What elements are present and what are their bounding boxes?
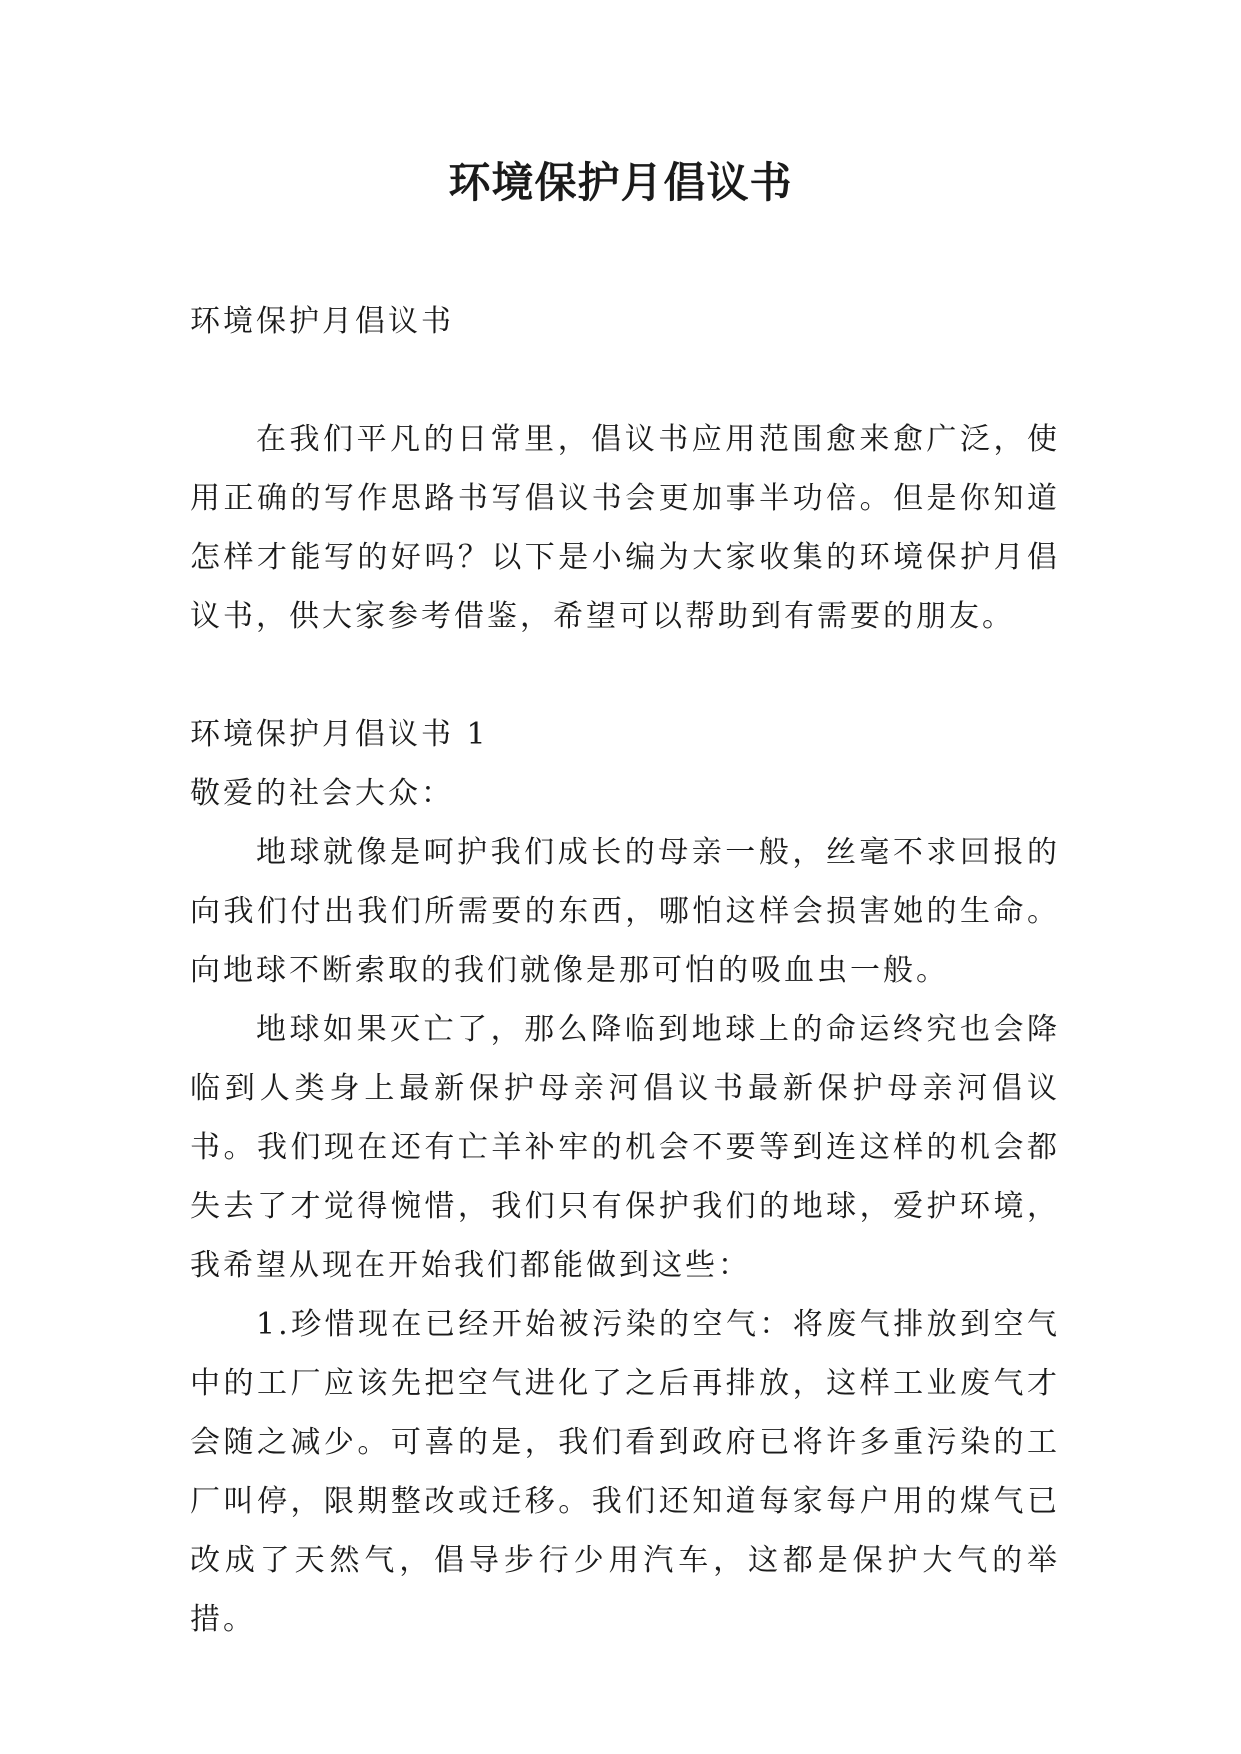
body-paragraph-1: 地球就像是呵护我们成长的母亲一般，丝毫不求回报的向我们付出我们所需要的东西，哪怕这样会损害她的生命。向地球不断索取的我们就像是那可怕的吸血虫一般。: [190, 835, 1060, 988]
document-title: 环境保护月倡议书: [448, 158, 793, 207]
document-subtitle: 环境保护月倡议书: [190, 304, 454, 339]
salutation: 敬爱的社会大众：: [190, 776, 454, 811]
document-body: [190, 292, 1060, 1649]
body-paragraph-3: 1.珍惜现在已经开始被污染的空气：将废气排放到空气中的工厂应该先把空气进化了之后再排放，这样工业废气才会随之减少。可喜的是，我们看到政府已将许多重污染的工厂叫停，限期整改或迁移。我们还知道每家每户用的煤气已改成了天然气，倡导步行少用汽车，这都是保护大气的举措。: [190, 1307, 1060, 1637]
section-heading: 环境保护月倡议书 1: [190, 717, 489, 752]
body-paragraph-2: 地球如果灭亡了，那么降临到地球上的命运终究也会降临到人类身上最新保护母亲河倡议书最新保护母亲河倡议书。我们现在还有亡羊补牢的机会不要等到连这样的机会都失去了才觉得惋惜，我们只有保护我们的地球，爱护环境，我希望从现在开始我们都能做到这些：: [190, 1012, 1060, 1283]
intro-paragraph: 在我们平凡的日常里，倡议书应用范围愈来愈广泛，使用正确的写作思路书写倡议书会更加事半功倍。但是你知道怎样才能写的好吗？以下是小编为大家收集的环境保护月倡议书，供大家参考借鉴，希望可以帮助到有需要的朋友。: [190, 422, 1060, 634]
